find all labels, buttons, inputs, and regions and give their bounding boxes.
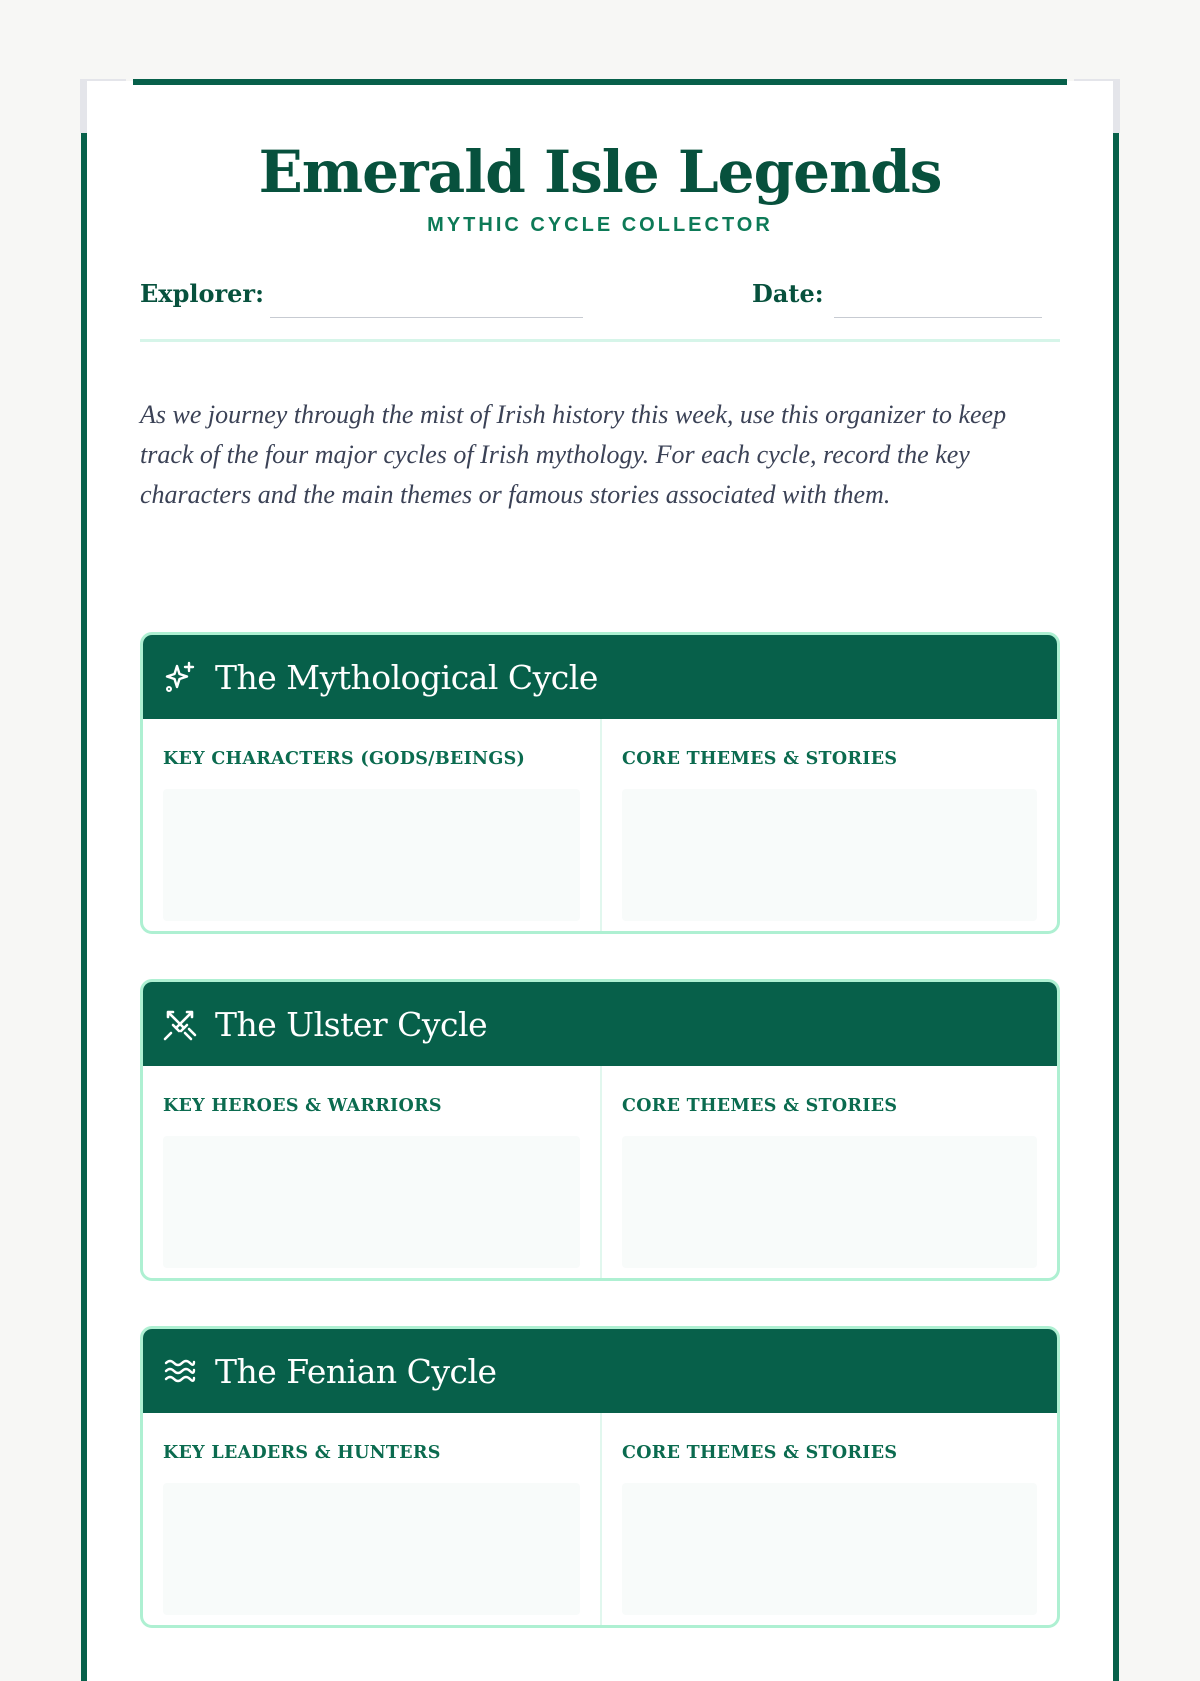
cycle-body — [143, 719, 1057, 931]
cycle-title: The Ulster Cycle — [215, 1004, 488, 1044]
sparkles-icon — [163, 660, 197, 694]
characters-input[interactable] — [163, 789, 580, 921]
themes-label: CORE THEMES & STORIES — [622, 1443, 898, 1463]
worksheet-content — [140, 81, 1060, 1463]
cycle-header — [143, 982, 1057, 1066]
themes-input[interactable] — [622, 789, 1037, 921]
page-subtitle: MYTHIC CYCLE COLLECTOR — [427, 214, 773, 236]
explorer-label: Explorer: — [140, 279, 264, 308]
date-label: Date: — [752, 279, 824, 308]
cycle-title: The Fenian Cycle — [215, 1351, 497, 1391]
waves-icon — [163, 1354, 197, 1388]
cycle-header — [143, 1329, 1057, 1413]
characters-column — [143, 719, 600, 931]
cycle-card-fenian — [140, 1326, 1060, 1628]
cycle-card-ulster — [140, 979, 1060, 1281]
cycle-body — [143, 1413, 1057, 1625]
cycle-header — [143, 635, 1057, 719]
explorer-field[interactable] — [270, 317, 583, 318]
instructions-text: As we journey through the mist of Irish history this week, use this organizer to keep track of the four major cycles of Irish mythology. For each cycle, record the key characters and the main themes or famous stories associated with them. — [140, 400, 1007, 509]
themes-label: CORE THEMES & STORIES — [622, 749, 898, 769]
leaders-input[interactable] — [163, 1483, 580, 1615]
themes-input[interactable] — [622, 1483, 1037, 1615]
themes-column — [600, 1066, 1057, 1278]
student-info-fields — [140, 279, 1060, 319]
header-divider — [140, 339, 1060, 342]
heroes-input[interactable] — [163, 1136, 580, 1268]
cycle-title: The Mythological Cycle — [215, 657, 598, 697]
cycle-card-mythological — [140, 632, 1060, 934]
page-title: Emerald Isle Legends — [258, 138, 942, 206]
date-field[interactable] — [834, 317, 1042, 318]
characters-label: KEY CHARACTERS (GODS/BEINGS) — [163, 749, 526, 769]
heroes-label: KEY HEROES & WARRIORS — [163, 1096, 442, 1116]
page-corner-right — [1074, 79, 1120, 133]
themes-input[interactable] — [622, 1136, 1037, 1268]
leaders-label: KEY LEADERS & HUNTERS — [163, 1443, 441, 1463]
themes-label: CORE THEMES & STORIES — [622, 1096, 898, 1116]
crossed-swords-icon — [163, 1007, 197, 1041]
worksheet-page — [81, 81, 1119, 1681]
themes-column — [600, 1413, 1057, 1625]
leaders-column — [143, 1413, 600, 1625]
page-corner-left — [80, 79, 126, 133]
cycle-body — [143, 1066, 1057, 1278]
heroes-column — [143, 1066, 600, 1278]
themes-column — [600, 719, 1057, 931]
